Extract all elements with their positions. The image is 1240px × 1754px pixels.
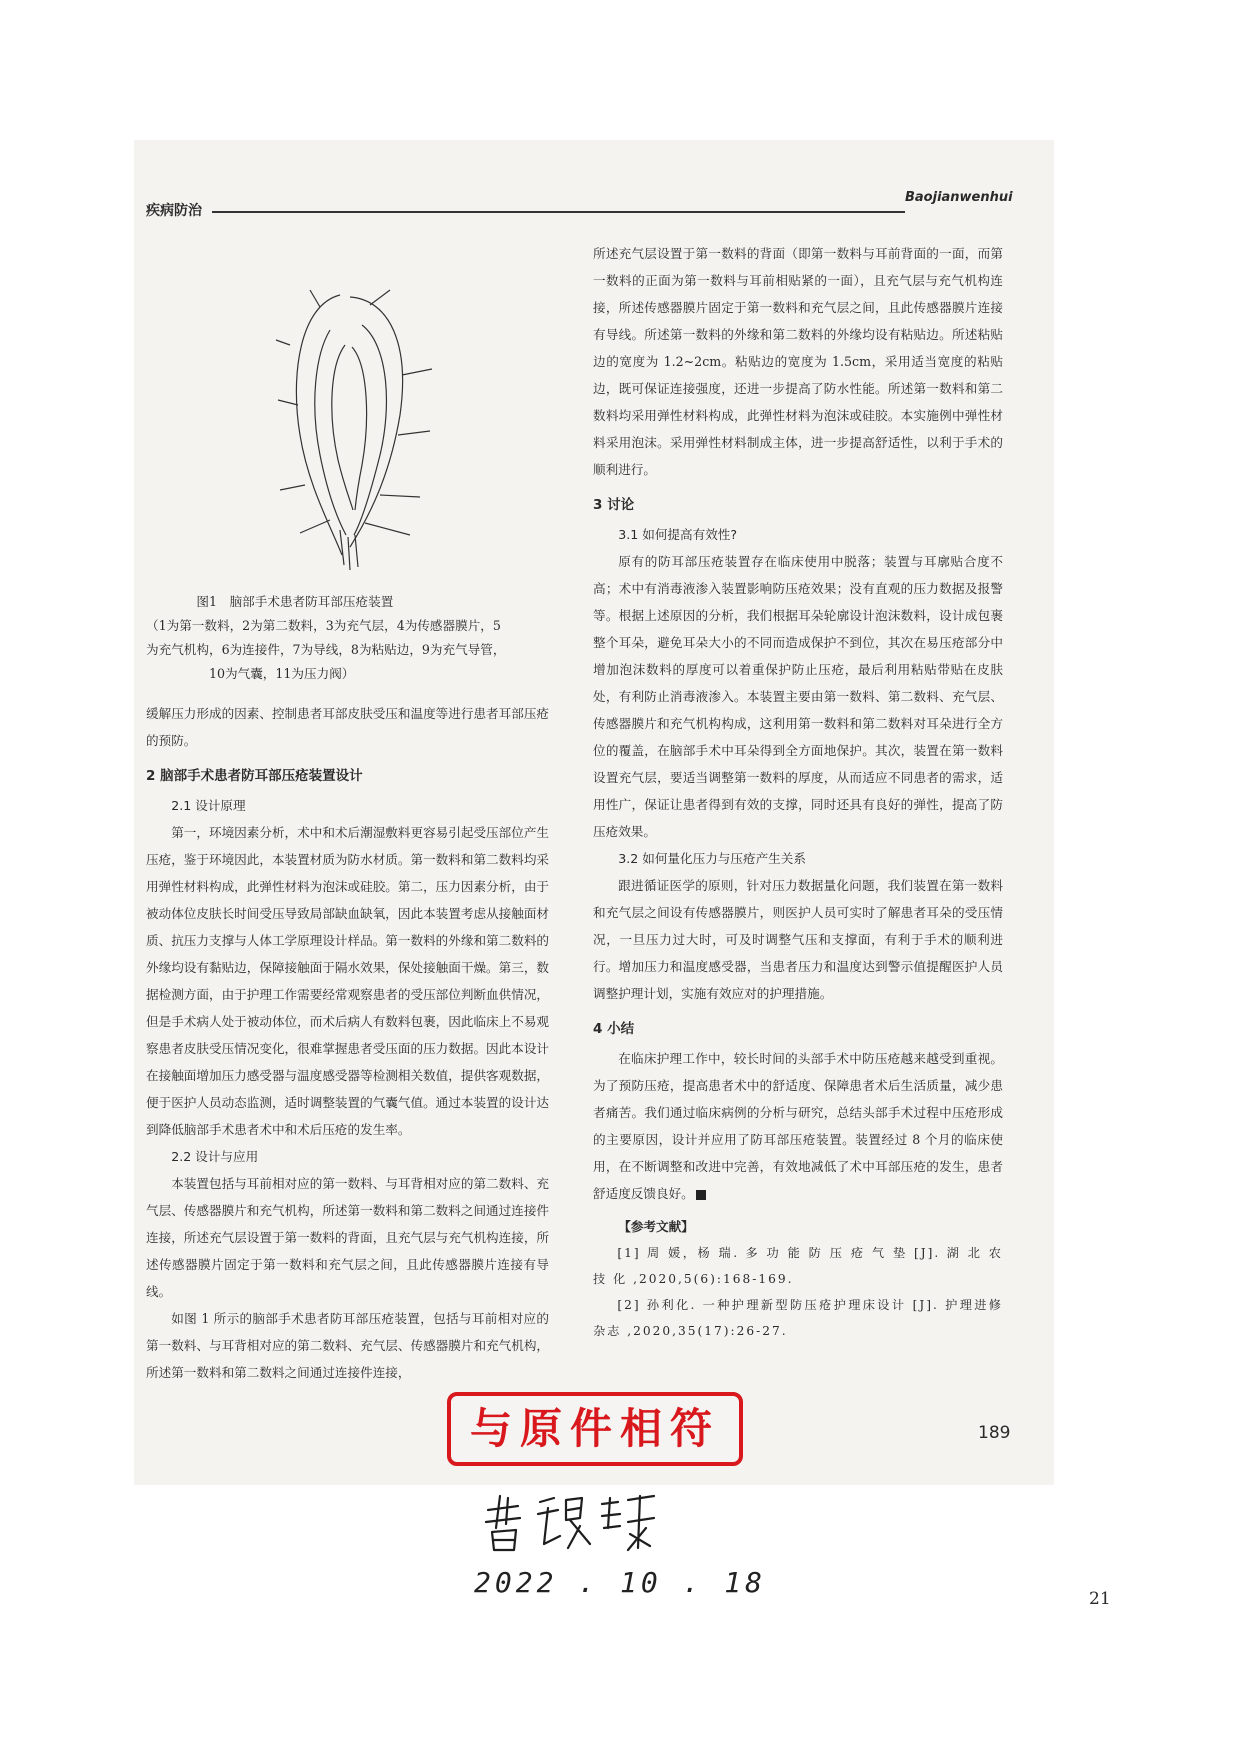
paragraph: 原有的防耳部压疮装置存在临床使用中脱落；装置与耳廓贴合度不高；术中有消毒液渗入装置影响防压疮效果；没有直观的压力数据及报警等。根据上述原因的分析，我们根据耳朵轮廓设计泡沫数料，设计成包裹整个耳朵，避免耳朵大小的不同而造成保护不到位，其次在易压疮部分中增加泡沫数料的厚度可以着重保护防止压疮，最后利用粘贴带贴在皮肤处，有利防止消毒液渗入。本装置主要由第一数料、第二数料、充气层、传感器膜片和充气机构构成，这利用第一数料和第二数料对耳朵进行全方位的覆盖，在脑部手术中耳朵得到全方面地保护。其次，装置在第一数料设置充气层，要适当调整第一数料的厚度，从而适应不同患者的需求，适用性广，保证让患者得到有效的支撑，同时还具有良好的弹性，提高了防压疮效果。 bbox=[593, 554, 1003, 839]
journal-name: Baojianwenhui bbox=[905, 190, 1013, 205]
subsection-heading: 3.2 如何量化压力与压疮产生关系 bbox=[618, 851, 806, 866]
handwritten-signature bbox=[478, 1488, 668, 1558]
signature-date: 2022 . 10 . 18 bbox=[474, 1566, 767, 1599]
references-heading: 【参考文献】 bbox=[618, 1219, 694, 1234]
paragraph: 跟进循证医学的原则，针对压力数据量化问题，我们装置在第一数料和充气层之间设有传感器膜片，则医护人员可实时了解患者耳朵的受压情况，一旦压力过大时，可及时调整气压和支撑面，有利于手术的顺利进行。增加压力和温度感受器，当患者压力和温度达到警示值提醒医护人员调整护理计划，实施有效应对的护理措施。 bbox=[593, 878, 1003, 1001]
paragraph: 所述充气层设置于第一数料的背面（即第一数料与耳前背面的一面，而第一数料的正面为第一数料与耳前相贴紧的一面），且充气层与充气机构连接，所述传感器膜片固定于第一数料和充气层之间，且此传感器膜片连接有导线。所述第一数料的外缘和第二数料的外缘均设有粘贴边。所述粘贴边的宽度为 1.2~2cm。粘贴边的宽度为 1.5cm，采用适当宽度的粘贴边，既可保证连接强度，还进一步提高了防水性能。所述第一数料和第二数料均采用弹性材料构成，此弹性材料为泡沫或硅胶。本实施例中弹性材料采用泡沫。采用弹性材料制成主体，进一步提高舒适性，以利于手术的顺利进行。 bbox=[593, 246, 1003, 477]
certification-stamp: 与原件相符 bbox=[447, 1392, 743, 1466]
figure-legend-line: （1为第一数料，2为第二数料，3为充气层，4为传感器膜片，5 bbox=[146, 618, 501, 633]
paragraph: 第一，环境因素分析，术中和术后潮湿敷料更容易引起受压部位产生压疮，鉴于环境因此，本装置材质为防水材质。第一数料和第二数料均采用弹性材料构成，此弹性材料为泡沫或硅胶。第二，压力因素分析，由于被动体位皮肤长时间受压导致局部缺血缺氧，因此本装置考虑从接触面材质、抗压力支撑与人体工学原理设计样品。第一数料的外缘和第二数料的外缘均设有黏贴边，保障接触面于隔水效果，保处接触面干燥。第三，数据检测方面，由于护理工作需要经常观察患者的受压部位判断血供情况，但是手术病人处于被动体位，而术后病人有数料包裹，因此临床上不易观察患者皮肤受压情况变化，很难掌握患者受压面的压力数据。因此本设计在接触面增加压力感受器与温度感受器等检测相关数值，提供客观数据，便于医护人员动态监测，适时调整装置的气囊气值。通过本装置的设计达到降低脑部手术患者术中和术后压疮的发生率。 bbox=[146, 825, 549, 1137]
subsection-heading: 2.1 设计原理 bbox=[171, 798, 246, 813]
sheet-number: 21 bbox=[1089, 1589, 1111, 1609]
section-heading: 3 讨论 bbox=[593, 497, 635, 513]
ear-device-figure bbox=[270, 285, 440, 575]
paragraph: 缓解压力形成的因素、控制患者耳部皮肤受压和温度等进行患者耳部压疮的预防。 bbox=[146, 706, 549, 748]
summary-text: 在临床护理工作中，较长时间的头部手术中防压疮越来越受到重视。为了预防压疮，提高患者术中的舒适度、保障患者术后生活质量，减少患者痛苦。我们通过临床病例的分析与研究，总结头部手术过程中压疮形成的主要原因，设计并应用了防耳部压疮装置。装置经过 8 个月的临床使用，在不断调整和改进中完善，有效地减低了术中耳部压疮的发生，患者舒适度反馈良好。 bbox=[593, 1051, 1003, 1201]
section-heading: 4 小结 bbox=[593, 1021, 635, 1037]
left-column bbox=[146, 700, 549, 1386]
end-mark-icon bbox=[696, 1190, 706, 1200]
reference-item: [1] 周 媛，杨 瑞. 多 功 能 防 压 疮 气 垫 [J]. 湖 北 农 技 化 ,2020,5(6):168-169. bbox=[593, 1246, 1003, 1286]
reference-item: [2] 孙利化. 一种护理新型防压疮护理床设计 [J]. 护理进修杂志 ,2020,35(17):26-27. bbox=[593, 1298, 1003, 1338]
header-rule bbox=[212, 211, 905, 213]
paragraph: 本装置包括与耳前相对应的第一数料、与耳背相对应的第二数料、充气层、传感器膜片和充气机构，所述第一数料和第二数料之间通过连接件连接，所述充气层设置于第一数料的背面，且充气层与充气机构连接，所述传感器膜片固定于第一数料和充气层之间，且此传感器膜片连接有导线。 bbox=[146, 1176, 549, 1299]
figure-legend-line: 10为气囊，11为压力阀） bbox=[209, 666, 355, 681]
paragraph: 如图 1 所示的脑部手术患者防耳部压疮装置，包括与耳前相对应的第一数料、与耳背相对应的第二数料、充气层、传感器膜片和充气机构，所述第一数料和第二数料之间通过连接件连接， bbox=[146, 1311, 549, 1380]
section-header: 疾病防治 bbox=[146, 203, 202, 219]
page-number: 189 bbox=[978, 1423, 1011, 1443]
subsection-heading: 2.2 设计与应用 bbox=[171, 1149, 259, 1164]
subsection-heading: 3.1 如何提高有效性? bbox=[618, 527, 738, 542]
figure-caption bbox=[146, 590, 549, 686]
figure-title: 图1 脑部手术患者防耳部压疮装置 bbox=[196, 594, 394, 609]
right-column bbox=[593, 240, 1003, 1344]
paragraph bbox=[593, 1045, 1003, 1207]
figure-legend-line: 为充气机构，6为连接件，7为导线，8为粘贴边，9为充气导管， bbox=[146, 642, 506, 657]
section-heading: 2 脑部手术患者防耳部压疮装置设计 bbox=[146, 768, 363, 784]
